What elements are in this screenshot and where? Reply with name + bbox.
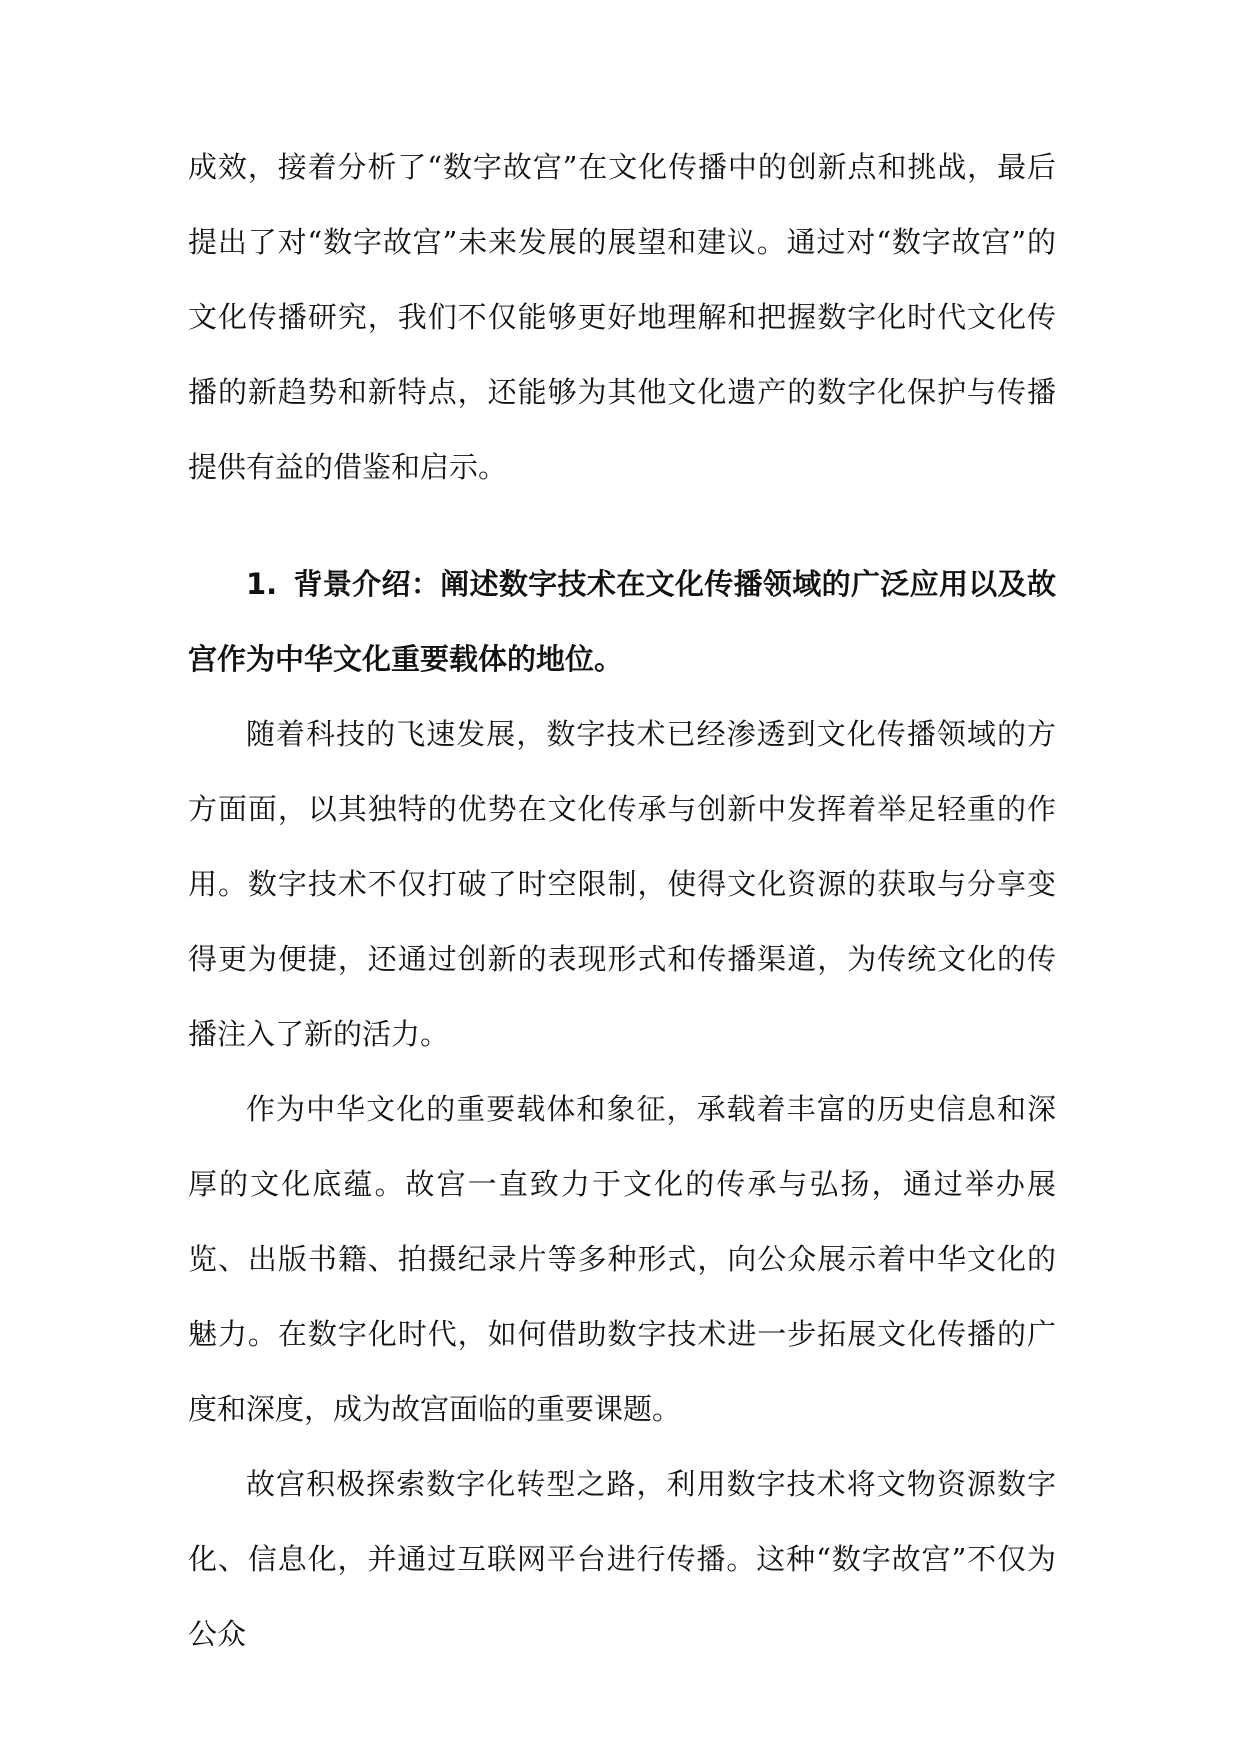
body-paragraph-2: 作为中华文化的重要载体和象征，承载着丰富的历史信息和深厚的文化底蕴。故宫一直致力于文化的传承与弘扬，通过举办展览、出版书籍、拍摄纪录片等多种形式，向公众展示着中华文化的魅力。在数字化时代，如何借助数字技术进一步拓展文化传播的广度和深度，成为故宫面临的重要课题。 <box>188 1092 1056 1426</box>
body-paragraph-3: 故宫积极探索数字化转型之路，利用数字技术将文物资源数字化、信息化，并通过互联网平台进行传播。这种“数字故宫”不仅为公众 <box>188 1467 1056 1651</box>
section-heading <box>188 547 1056 697</box>
body-paragraph-1: 随着科技的飞速发展，数字技术已经渗透到文化传播领域的方方面面，以其独特的优势在文化传承与创新中发挥着举足轻重的作用。数字技术不仅打破了时空限制，使得文化资源的获取与分享变得更为便捷，还通过创新的表现形式和传播渠道，为传统文化的传播注入了新的活力。 <box>188 717 1056 1051</box>
intro-continuation-paragraph: 成效，接着分析了“数字故宫”在文化传播中的创新点和挑战，最后提出了对“数字故宫”未来发展的展望和建议。通过对“数字故宫”的文化传播研究，我们不仅能够更好地理解和把握数字化时代文化传播的新趋势和新特点，还能够为其他文化遗产的数字化保护与传播提供有益的借鉴和启示。 <box>188 150 1056 484</box>
section-heading-text: 背景介绍：阐述数字技术在文化传播领域的广泛应用以及故宫作为中华文化重要载体的地位。 <box>188 567 1056 676</box>
section-number: 1. <box>246 567 278 601</box>
